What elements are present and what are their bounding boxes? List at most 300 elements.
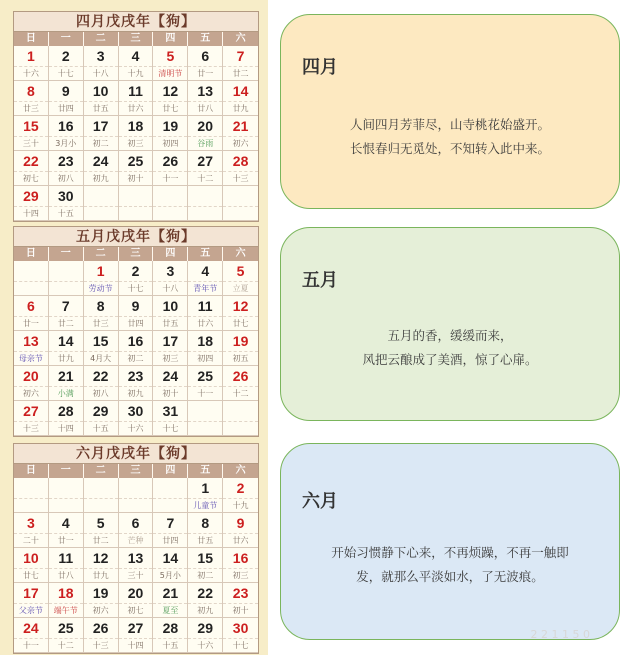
lunar-date: 廿五 <box>188 533 222 547</box>
day-number: 28 <box>162 620 179 637</box>
lunar-date: 三十 <box>14 136 48 150</box>
card-title: 六月 <box>302 491 338 512</box>
day-cell <box>153 583 188 618</box>
day-cell <box>188 116 223 151</box>
day-number <box>223 401 258 421</box>
lunar-date: 小满 <box>49 386 83 400</box>
day-cell <box>49 116 84 151</box>
lunar-date: 廿四 <box>153 533 187 547</box>
weekday-label: 二 <box>84 247 119 261</box>
day-cell <box>223 296 258 331</box>
day-cell <box>119 296 154 331</box>
day-number: 23 <box>57 153 74 170</box>
day-number: 30 <box>127 403 144 420</box>
day-cell <box>49 548 84 583</box>
day-number: 7 <box>61 298 70 315</box>
lunar-date: 初二 <box>188 568 222 582</box>
lunar-date: 初六 <box>14 386 48 400</box>
day-number: 5 <box>96 515 105 532</box>
day-cell <box>223 81 258 116</box>
lunar-date: 十一 <box>14 638 48 652</box>
day-cell <box>153 46 188 81</box>
day-cell <box>188 618 223 653</box>
day-number: 6 <box>27 298 35 315</box>
calendar-title: 六月戊戌年【狗】 <box>14 444 258 464</box>
day-number: 26 <box>92 620 109 637</box>
day-cell <box>49 186 84 221</box>
day-number: 22 <box>197 585 213 602</box>
day-number: 4 <box>61 515 70 532</box>
day-cell <box>84 296 119 331</box>
day-number: 15 <box>23 118 39 135</box>
lunar-date: 初四 <box>188 351 222 365</box>
lunar-date: 廿五 <box>84 101 118 115</box>
day-number: 5 <box>166 48 175 65</box>
card-may <box>280 227 620 421</box>
day-number: 20 <box>23 368 39 385</box>
lunar-date <box>188 421 222 435</box>
day-cell <box>153 478 188 513</box>
weekday-label: 四 <box>153 32 188 46</box>
day-cell <box>119 548 154 583</box>
day-number: 23 <box>232 585 249 602</box>
weekday-label: 六 <box>223 464 258 478</box>
lunar-date: 廿三 <box>84 316 118 330</box>
lunar-date: 初九 <box>84 171 118 185</box>
day-cell <box>119 331 154 366</box>
day-number: 7 <box>166 515 175 532</box>
day-number: 6 <box>131 515 140 532</box>
lunar-date: 十七 <box>119 281 153 295</box>
weekday-header <box>14 32 258 46</box>
day-cell <box>223 151 258 186</box>
lunar-date: 十六 <box>14 66 48 80</box>
weekday-label: 五 <box>188 247 223 261</box>
lunar-date: 谷雨 <box>188 136 222 150</box>
weekday-label: 五 <box>188 464 223 478</box>
day-number: 15 <box>92 333 109 350</box>
day-cell <box>49 366 84 401</box>
day-number <box>49 261 83 281</box>
day-cell <box>49 618 84 653</box>
lunar-date: 十四 <box>119 638 153 652</box>
lunar-date: 廿三 <box>14 101 48 115</box>
day-cell <box>153 116 188 151</box>
weekday-label: 日 <box>14 32 49 46</box>
day-number: 18 <box>127 118 144 135</box>
day-cell <box>188 478 223 513</box>
day-number <box>188 186 222 206</box>
lunar-date: 十五 <box>84 421 118 435</box>
weekday-label: 四 <box>153 464 188 478</box>
day-cell <box>223 478 258 513</box>
weekday-label: 一 <box>49 32 84 46</box>
day-cell <box>223 46 258 81</box>
card-text <box>281 113 619 161</box>
lunar-date: 十七 <box>223 638 258 652</box>
lunar-date <box>14 498 48 512</box>
day-number: 20 <box>197 118 213 135</box>
card-june <box>280 443 620 640</box>
day-cell <box>119 186 154 221</box>
day-cell <box>14 116 49 151</box>
day-cell <box>119 513 154 548</box>
lunar-date: 廿九 <box>49 351 83 365</box>
day-number: 19 <box>232 333 249 350</box>
day-cell <box>84 151 119 186</box>
lunar-date: 廿四 <box>119 316 153 330</box>
lunar-date <box>223 206 258 220</box>
day-number <box>14 261 48 281</box>
day-number: 18 <box>57 585 74 602</box>
lunar-date: 十三 <box>223 171 258 185</box>
lunar-date <box>223 421 258 435</box>
day-cell <box>188 366 223 401</box>
day-number: 2 <box>61 48 70 65</box>
lunar-date: 廿二 <box>84 533 118 547</box>
lunar-date: 3月小 <box>49 136 83 150</box>
lunar-date: 初二 <box>119 351 153 365</box>
lunar-date: 廿九 <box>223 101 258 115</box>
lunar-date: 初三 <box>119 136 153 150</box>
day-cell <box>84 478 119 513</box>
day-number <box>49 478 83 498</box>
day-number <box>84 478 118 498</box>
card-line: 开始习惯静下心来，不再烦躁，不再一触即 <box>331 545 569 560</box>
lunar-date: 青年节 <box>188 281 222 295</box>
day-cell <box>188 81 223 116</box>
day-number: 2 <box>131 263 140 280</box>
day-cell <box>49 583 84 618</box>
day-number: 28 <box>57 403 74 420</box>
calendar-title: 四月戊戌年【狗】 <box>14 12 258 32</box>
day-cell <box>188 296 223 331</box>
lunar-date: 初十 <box>223 603 258 617</box>
day-grid <box>14 478 258 653</box>
day-number: 1 <box>27 48 35 65</box>
day-cell <box>119 366 154 401</box>
lunar-date: 廿六 <box>188 316 222 330</box>
day-cell <box>223 583 258 618</box>
calendar-june <box>13 443 259 654</box>
day-number: 9 <box>236 515 245 532</box>
lunar-date: 父亲节 <box>14 603 48 617</box>
lunar-date: 初十 <box>153 386 187 400</box>
lunar-date: 十四 <box>14 206 48 220</box>
day-number: 3 <box>96 48 105 65</box>
day-cell <box>14 401 49 436</box>
day-cell <box>14 548 49 583</box>
lunar-date <box>14 281 48 295</box>
card-line: 发，就那么平淡如水，了无波痕。 <box>356 569 544 584</box>
day-cell <box>153 151 188 186</box>
lunar-date: 初三 <box>223 568 258 582</box>
day-cell <box>223 401 258 436</box>
day-cell <box>49 261 84 296</box>
day-cell <box>223 261 258 296</box>
weekday-label: 一 <box>49 247 84 261</box>
day-number: 21 <box>162 585 179 602</box>
lunar-date <box>119 498 153 512</box>
day-number: 14 <box>232 83 249 100</box>
day-number: 17 <box>162 333 179 350</box>
lunar-date: 初八 <box>84 386 118 400</box>
day-cell <box>14 81 49 116</box>
lunar-date: 二十 <box>14 533 48 547</box>
day-number: 4 <box>131 48 140 65</box>
day-number: 1 <box>201 480 210 497</box>
day-cell <box>84 583 119 618</box>
day-cell <box>223 513 258 548</box>
day-number: 25 <box>57 620 74 637</box>
day-cell <box>153 81 188 116</box>
day-cell <box>188 261 223 296</box>
lunar-date: 5月小 <box>153 568 187 582</box>
day-number: 4 <box>201 263 210 280</box>
day-number <box>153 478 187 498</box>
lunar-date <box>49 281 83 295</box>
lunar-date: 十五 <box>49 206 83 220</box>
lunar-date: 廿八 <box>49 568 83 582</box>
lunar-date: 初五 <box>223 351 258 365</box>
day-cell <box>14 261 49 296</box>
lunar-date: 初八 <box>49 171 83 185</box>
day-cell <box>188 401 223 436</box>
lunar-date: 廿五 <box>153 316 187 330</box>
lunar-date: 十六 <box>119 421 153 435</box>
day-number <box>84 186 118 206</box>
lunar-date: 十三 <box>84 638 118 652</box>
day-number <box>188 401 222 421</box>
day-cell <box>119 151 154 186</box>
weekday-label: 三 <box>119 32 154 46</box>
day-cell <box>49 513 84 548</box>
card-text <box>281 324 619 372</box>
day-number: 8 <box>201 515 210 532</box>
day-number: 25 <box>127 153 144 170</box>
lunar-date: 廿二 <box>223 66 258 80</box>
lunar-date: 十一 <box>188 386 222 400</box>
day-number: 6 <box>201 48 210 65</box>
day-cell <box>119 46 154 81</box>
day-number <box>223 186 258 206</box>
day-number: 28 <box>232 153 249 170</box>
lunar-date: 初四 <box>153 136 187 150</box>
lunar-date: 廿八 <box>188 101 222 115</box>
day-cell <box>153 366 188 401</box>
lunar-date <box>84 206 118 220</box>
day-number: 14 <box>57 333 74 350</box>
day-number: 29 <box>92 403 109 420</box>
day-number: 26 <box>232 368 249 385</box>
lunar-date: 芒种 <box>119 533 153 547</box>
day-number: 11 <box>58 550 74 567</box>
day-number: 19 <box>92 585 109 602</box>
day-cell <box>223 116 258 151</box>
day-number: 20 <box>127 585 144 602</box>
day-number: 8 <box>27 83 35 100</box>
lunar-date: 十五 <box>153 638 187 652</box>
lunar-date: 儿童节 <box>188 498 222 512</box>
day-cell <box>153 296 188 331</box>
day-cell <box>49 151 84 186</box>
lunar-date: 初九 <box>119 386 153 400</box>
day-number: 13 <box>23 333 39 350</box>
day-number <box>119 186 153 206</box>
day-cell <box>84 186 119 221</box>
day-cell <box>14 46 49 81</box>
day-number <box>119 478 153 498</box>
weekday-label: 一 <box>49 464 84 478</box>
day-number: 29 <box>197 620 213 637</box>
calendar-may <box>13 226 259 437</box>
day-cell <box>188 151 223 186</box>
card-title: 四月 <box>302 57 338 78</box>
day-cell <box>49 401 84 436</box>
day-cell <box>84 116 119 151</box>
day-number: 25 <box>197 368 213 385</box>
day-number: 21 <box>232 118 249 135</box>
day-number: 29 <box>23 188 39 205</box>
day-cell <box>188 548 223 583</box>
day-number: 3 <box>166 263 175 280</box>
card-line: 风把云酿成了美酒，惊了心扉。 <box>362 352 538 367</box>
day-number: 11 <box>128 83 143 100</box>
lunar-date: 十八 <box>84 66 118 80</box>
lunar-date: 三十 <box>119 568 153 582</box>
lunar-date: 初九 <box>188 603 222 617</box>
day-cell <box>119 116 154 151</box>
lunar-date: 初三 <box>153 351 187 365</box>
day-number: 10 <box>162 298 179 315</box>
day-cell <box>84 46 119 81</box>
day-number: 18 <box>197 333 213 350</box>
day-cell <box>153 186 188 221</box>
day-number: 16 <box>127 333 144 350</box>
day-number: 11 <box>197 298 213 315</box>
lunar-date: 十二 <box>49 638 83 652</box>
day-number: 31 <box>162 403 179 420</box>
day-cell <box>188 331 223 366</box>
lunar-date: 廿一 <box>188 66 222 80</box>
day-cell <box>84 513 119 548</box>
lunar-date: 廿七 <box>14 568 48 582</box>
lunar-date: 十九 <box>119 66 153 80</box>
day-number: 12 <box>92 550 109 567</box>
weekday-label: 二 <box>84 464 119 478</box>
lunar-date <box>84 498 118 512</box>
day-cell <box>119 261 154 296</box>
day-number: 1 <box>96 263 105 280</box>
card-text <box>281 541 619 589</box>
calendar-april <box>13 11 259 222</box>
card-line: 长恨春归无觅处，不知转入此中来。 <box>349 141 550 156</box>
day-cell <box>188 186 223 221</box>
day-number: 22 <box>92 368 109 385</box>
day-cell <box>188 46 223 81</box>
day-number: 9 <box>131 298 140 315</box>
day-cell <box>223 186 258 221</box>
weekday-header <box>14 464 258 478</box>
day-number: 27 <box>197 153 213 170</box>
lunar-date: 廿六 <box>223 533 258 547</box>
day-number: 16 <box>57 118 74 135</box>
day-number: 23 <box>127 368 144 385</box>
weekday-header <box>14 247 258 261</box>
day-grid <box>14 261 258 436</box>
lunar-date: 初十 <box>119 171 153 185</box>
day-grid <box>14 46 258 221</box>
weekday-label: 三 <box>119 464 154 478</box>
lunar-date <box>49 498 83 512</box>
lunar-date: 初六 <box>223 136 258 150</box>
day-cell <box>14 151 49 186</box>
weekday-label: 三 <box>119 247 154 261</box>
day-cell <box>153 618 188 653</box>
day-cell <box>119 401 154 436</box>
day-cell <box>119 478 154 513</box>
day-cell <box>49 478 84 513</box>
day-number: 27 <box>127 620 144 637</box>
weekday-label: 五 <box>188 32 223 46</box>
lunar-date: 廿七 <box>223 316 258 330</box>
lunar-date: 十六 <box>188 638 222 652</box>
weekday-label: 日 <box>14 464 49 478</box>
lunar-date <box>153 498 187 512</box>
day-cell <box>14 513 49 548</box>
calendar-title: 五月戊戌年【狗】 <box>14 227 258 247</box>
day-number: 3 <box>27 515 35 532</box>
lunar-date: 夏至 <box>153 603 187 617</box>
lunar-date: 初六 <box>84 603 118 617</box>
day-number: 24 <box>23 620 39 637</box>
lunar-date: 清明节 <box>153 66 187 80</box>
day-cell <box>49 46 84 81</box>
card-title: 五月 <box>302 270 338 291</box>
day-number: 7 <box>236 48 245 65</box>
day-cell <box>84 261 119 296</box>
card-april <box>280 14 620 209</box>
day-number: 10 <box>23 550 39 567</box>
day-number: 24 <box>162 368 179 385</box>
day-cell <box>14 478 49 513</box>
day-number: 13 <box>127 550 144 567</box>
day-cell <box>223 331 258 366</box>
lunar-date: 母亲节 <box>14 351 48 365</box>
day-cell <box>49 331 84 366</box>
day-cell <box>49 296 84 331</box>
day-number: 21 <box>57 368 74 385</box>
lunar-date: 十九 <box>223 498 258 512</box>
day-cell <box>14 583 49 618</box>
day-cell <box>84 331 119 366</box>
lunar-date: 廿二 <box>49 316 83 330</box>
day-number: 8 <box>96 298 105 315</box>
day-number: 14 <box>162 550 179 567</box>
lunar-date: 十二 <box>223 386 258 400</box>
day-number: 5 <box>236 263 245 280</box>
day-cell <box>119 583 154 618</box>
weekday-label: 六 <box>223 247 258 261</box>
lunar-date: 端午节 <box>49 603 83 617</box>
weekday-label: 二 <box>84 32 119 46</box>
lunar-date: 十二 <box>188 171 222 185</box>
day-cell <box>14 331 49 366</box>
lunar-date: 廿四 <box>49 101 83 115</box>
day-cell <box>14 618 49 653</box>
day-cell <box>223 618 258 653</box>
day-cell <box>14 296 49 331</box>
